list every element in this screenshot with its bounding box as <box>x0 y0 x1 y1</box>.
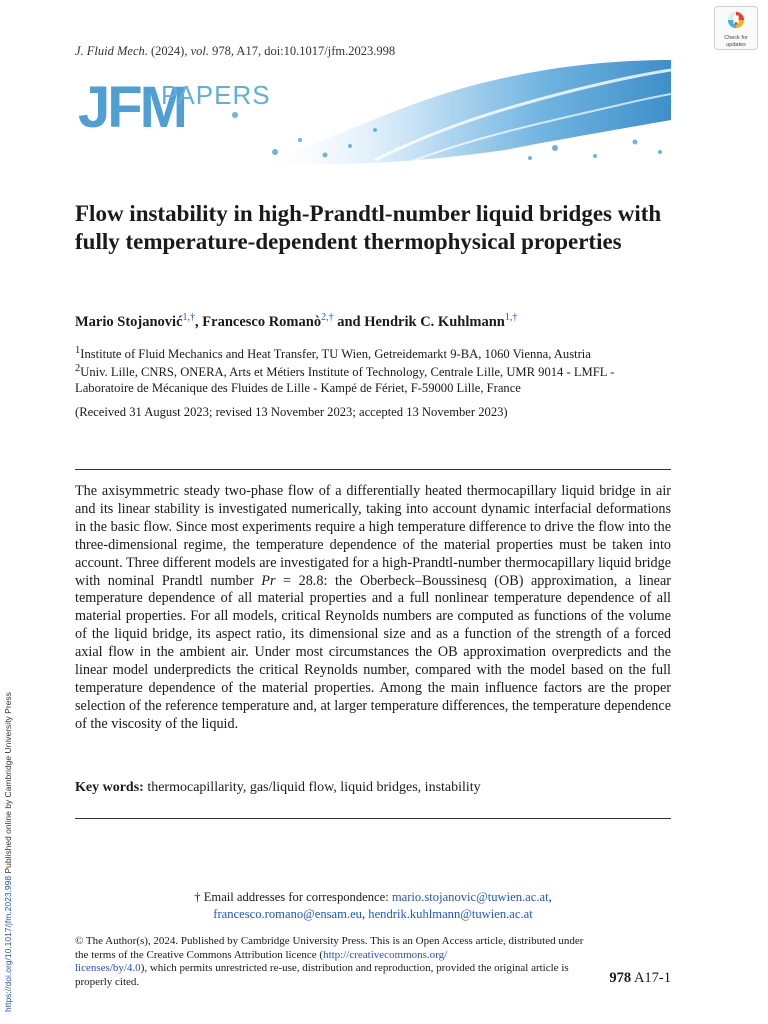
keywords-text: thermocapillarity, gas/liquid flow, liquid bridges, instability <box>143 780 481 795</box>
paper-title: Flow instability in high-Prandtl-number liquid bridges with fully temperature-dependent thermophysical properties <box>75 201 662 254</box>
abstract <box>75 483 671 734</box>
check-for-updates-label-2: updates <box>726 42 746 48</box>
abstract-text: : the Oberbeck–Boussinesq (OB) approximation, a linear temperature dependence of all material properties and a full nonlinear temperature dependence of all material properties. For all models, critical Reynolds numbers are computed as functions of the volume of the liquid bridge, its aspect ratio, its dimensional size and as a function of the strength of a forced axial flow in the ambient air. Under most circumstances the OB approximation overpredicts and the linear model underpredicts the critical Reynolds number, compared with the model based on the full temperature dependence of the material properties. Among the main influence factors are the proper selection of the reference temperature and, at larger temperature differences, the temperature dependence of the viscosity of the liquid. <box>75 572 671 732</box>
license-notice <box>75 935 587 989</box>
author-name: Hendrik C. Kuhlmann <box>364 313 505 330</box>
email-link[interactable]: mario.stojanovic@tuwien.ac.at <box>391 890 549 904</box>
license-text: © The Author(s), 2024. Published by Cambridge University Press. This is an Open Access article, distributed under the terms of the Creative Commons Attribution licence ( <box>75 935 584 961</box>
prandtl-symbol: Pr <box>261 572 276 589</box>
citation-vol-label: vol. <box>190 44 209 58</box>
license-text: ), which permits unrestricted re-use, distribution and reproduction, provided the original article is properly cited. <box>75 962 569 988</box>
author-separator: and <box>333 313 365 330</box>
doi-link[interactable]: https://doi.org/10.1017/jfm.2023.998 <box>3 875 13 1012</box>
license-link[interactable]: licenses/by/4.0 <box>75 962 141 974</box>
keywords <box>75 780 481 796</box>
author-separator: , <box>195 313 203 330</box>
email-link[interactable]: francesco.romano@ensam.eu <box>213 907 362 921</box>
sidebar-doi <box>3 692 13 1012</box>
divider <box>75 469 671 470</box>
volume-number: 978 <box>609 970 632 986</box>
author-affiliation-link[interactable]: 1,† <box>504 312 518 323</box>
crossmark-icon <box>727 11 745 29</box>
affiliation-number: 1 <box>75 345 81 356</box>
author-name: Mario Stojanović <box>75 313 183 330</box>
page-number <box>609 970 671 987</box>
author-affiliation-link[interactable]: 2,† <box>321 312 334 323</box>
license-link[interactable]: http://creativecommons.org/ <box>323 948 448 961</box>
author-name: Francesco Romanò <box>202 313 322 330</box>
jfm-logo: JFM <box>78 75 185 140</box>
check-for-updates-label-1: Check for <box>724 35 748 41</box>
email-link[interactable]: hendrik.kuhlmann@tuwien.ac.at <box>368 907 533 921</box>
footnote-prefix: † Email addresses for correspondence: <box>194 890 392 904</box>
citation-year: (2024), <box>147 44 191 58</box>
affiliation-text: Institute of Fluid Mechanics and Heat Transfer, TU Wien, Getreidemarkt 9-BA, 1060 Vienna, Austria <box>80 347 591 362</box>
author-affiliation-link[interactable]: 1,† <box>182 312 196 323</box>
affiliation <box>75 361 675 396</box>
citation-details: 978, A17, doi:10.1017/jfm.2023.998 <box>209 44 396 58</box>
sidebar-text: Published online by Cambridge University Press <box>3 692 13 876</box>
prandtl-value: = 28.8 <box>275 572 324 589</box>
journal-citation <box>75 44 395 59</box>
received-dates: (Received 31 August 2023; revised 13 November 2023; accepted 13 November 2023) <box>75 405 508 419</box>
author-list <box>75 312 675 331</box>
divider <box>75 818 671 819</box>
abstract-text: The axisymmetric steady two-phase flow of a differentially heated thermocapillary liquid bridge in air and its linear stability is investigated numerically, taking into account dynamic interfacial deformations in the basic flow. Since most experiments require a high temperature difference to drive the flow into the three-dimensional regime, the temperature dependence of the material properties must be taken into account. Three different models are investigated for a high-Prandtl-number thermocapillary liquid bridge with nominal Prandtl number <box>75 483 671 589</box>
papers-label: PAPERS <box>161 80 271 110</box>
journal-name: J. Fluid Mech. <box>75 44 148 58</box>
footnote-separator: , <box>548 890 552 904</box>
affiliation <box>75 343 675 362</box>
footnote-separator: , <box>361 907 369 921</box>
article-page: A17-1 <box>633 970 671 986</box>
check-for-updates-button[interactable] <box>714 6 758 50</box>
affiliation-number: 2 <box>75 363 81 374</box>
affiliation-text: Univ. Lille, CNRS, ONERA, Arts et Métiers Institute of Technology, Centrale Lille, UMR 9014 - LMFL - Laboratoire de Mécanique des Fluides de Lille - Kampé de Fériet, F-59000 Lille, France <box>75 365 615 396</box>
keywords-label: Key words: <box>75 780 144 795</box>
correspondence-footnote <box>75 889 671 923</box>
